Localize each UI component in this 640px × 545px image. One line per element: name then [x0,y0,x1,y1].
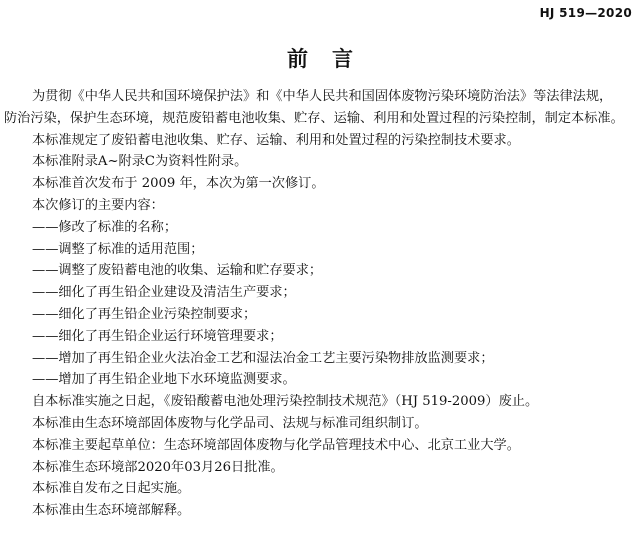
paragraph-purpose: 为贯彻《中华人民共和国环境保护法》和《中华人民共和国固体废物污染环境防治法》等法律法规， [32,89,613,104]
list-item-revision: ——细化了再生铅企业建设及清洁生产要求； [32,285,296,301]
paragraph-first-release: 本标准首次发布于 2009 年，本次为第一次修订。 [32,176,325,192]
list-item-revision: ——增加了再生铅企业地下水环境监测要求。 [32,372,296,388]
list-item-revision: ——细化了再生铅企业污染控制要求； [32,306,257,322]
document-code: HJ 519—2020 [539,6,632,20]
paragraph-interpretation: 本标准由生态环境部解释。 [32,503,191,519]
list-item-revision: ——调整了标准的适用范围； [32,241,204,257]
list-item-revision: ——增加了再生铅企业火法冶金工艺和湿法冶金工艺主要污染物排放监测要求； [32,350,494,366]
page-title: 前言 [287,47,377,71]
paragraph-appendix: 本标准附录A~附录C为资料性附录。 [32,154,248,170]
paragraph-scope: 本标准规定了废铅蓄电池收集、贮存、运输、利用和处置过程的污染控制技术要求。 [32,132,520,148]
paragraph-supersedes: 自本标准实施之日起，《废铅酸蓄电池处理污染控制技术规范》（HJ 519-2009）废止。 [32,394,539,410]
list-item-revision: ——调整了废铅蓄电池的收集、运输和贮存要求； [32,263,323,279]
paragraph-purpose-continued: 防治污染，保护生态环境，规范废铅蓄电池收集、贮存、运输、利用和处置过程的污染控制，制定本标准。 [4,110,624,126]
paragraph-effective: 本标准自发布之日起实施。 [32,481,191,497]
list-item-revision: ——细化了再生铅企业运行环境管理要求； [32,328,283,344]
document-body [0,86,640,522]
paragraph-approval: 本标准生态环境部2020年03月26日批准。 [32,459,284,475]
paragraph-organizer: 本标准由生态环境部固体废物与化学品司、法规与标准司组织制订。 [32,415,428,431]
paragraph-drafters: 本标准主要起草单位：生态环境部固体废物与化学品管理技术中心、北京工业大学。 [32,437,520,453]
list-item-revision: ——修改了标准的名称； [32,219,178,235]
paragraph-revision-intro: 本次修订的主要内容： [32,197,164,213]
